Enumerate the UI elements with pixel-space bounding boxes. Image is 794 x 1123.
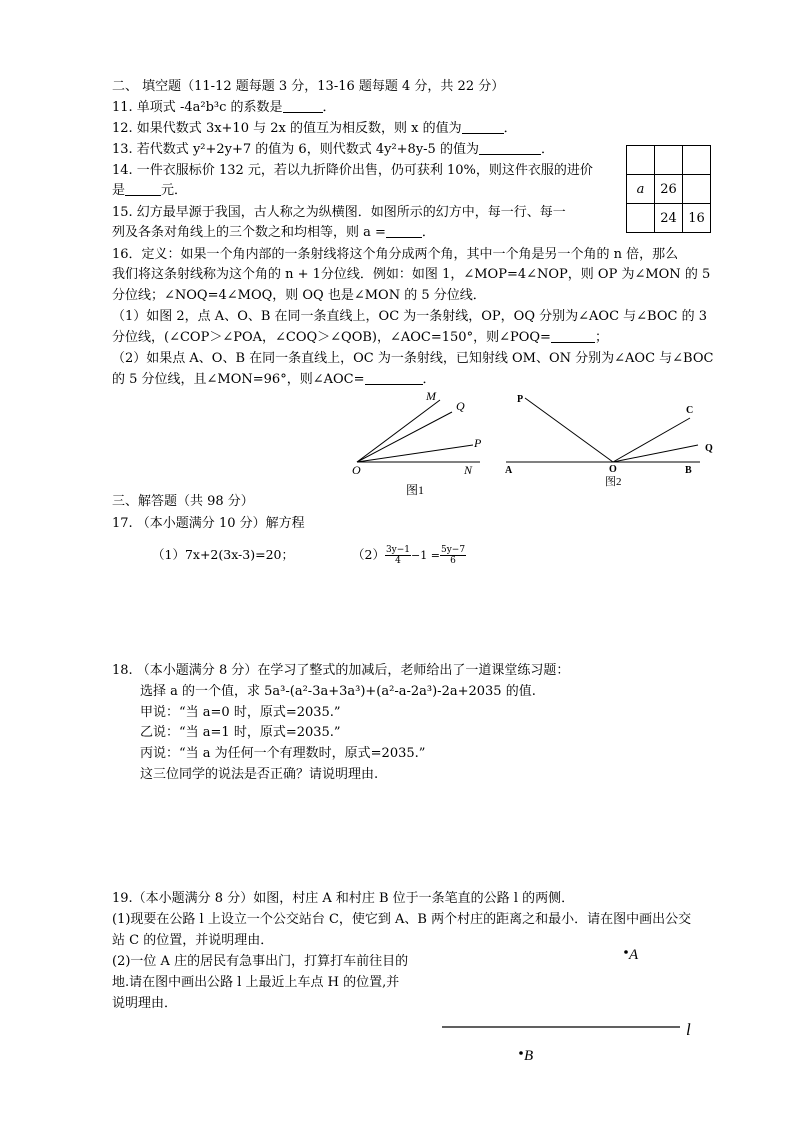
question-17: 17. （本小题满分 10 分）解方程 — [112, 516, 305, 531]
question-16-1-line1: （1）如图 2，点 A、O、B 在同一条直线上，OC 为一条射线，OP，OQ 分别为∠AOC 与∠BOC 的 3 — [112, 309, 707, 324]
label-o: O — [609, 464, 617, 475]
figure-2-caption: 图2 — [605, 476, 622, 488]
label-a: A — [629, 947, 639, 963]
question-17-2 — [352, 542, 466, 569]
question-19-2-line2: 地.请在图中画出公路 l 上最近上车点 H 的位置,并 — [112, 975, 400, 990]
fraction-numerator: 3y−1 — [385, 545, 411, 555]
section3-heading: 三、解答题（共 98 分） — [112, 494, 254, 509]
label-p: P — [474, 436, 482, 450]
figure-1-caption: 图1 — [406, 483, 425, 497]
ray-op — [357, 445, 473, 462]
point-a — [624, 950, 628, 954]
fraction-denominator: 6 — [450, 556, 456, 566]
question-13 — [112, 141, 554, 159]
magic-square-row — [627, 175, 711, 204]
answer-blank-13[interactable] — [479, 141, 541, 155]
answer-blank-16-1[interactable] — [551, 329, 595, 343]
question-12 — [112, 120, 517, 138]
magic-square-row — [627, 146, 711, 175]
question-16-line3: 分位线；∠NOQ=4∠MOQ，则 OQ 也是∠MON 的 5 分位线． — [112, 288, 486, 303]
question-19-1-line1: (1)现要在公路 l 上设立一个公交站台 C，使它到 A、B 两个村庄的距离之和最小．请在图中画出公交 — [112, 912, 692, 927]
q14-text: 是 — [112, 183, 126, 198]
question-16-2-line1: （2）如果点 A、O、B 在同一条直线上，OC 为一条射线，已知射线 OM、ON 分别为∠AOC 与∠BOC — [112, 351, 714, 366]
q17-2-prefix: （2） — [352, 547, 385, 562]
q17-2-mid: −1 = — [411, 549, 440, 562]
ray-oq — [613, 445, 698, 462]
q16-2-text: 的 5 分位线，且∠MON=96°，则∠AOC= — [112, 372, 365, 387]
q16-2-end: ． — [422, 372, 436, 387]
question-15-line1: 15. 幻方最早源于我国，古人称之为纵横图．如图所示的幻方中，每一行、每一 — [112, 205, 566, 220]
q11-text: 11. 单项式 -4a²b³c 的系数是 — [112, 100, 283, 115]
ray-om — [357, 400, 440, 462]
magic-cell — [655, 146, 683, 175]
q15-end: ． — [421, 225, 435, 240]
q12-end: ． — [503, 121, 517, 136]
fraction-numerator: 5y−7 — [440, 545, 466, 555]
answer-blank-12[interactable] — [462, 120, 504, 134]
question-14-line2 — [112, 182, 187, 200]
q13-text: 13. 若代数式 y²+2y+7 的值为 6，则代数式 4y²+8y-5 的值为 — [112, 142, 479, 157]
question-18: 18. （本小题满分 8 分）在学习了整式的加减后，老师给出了一道课堂练习题： — [112, 663, 570, 678]
figure-2 — [500, 390, 725, 490]
magic-square — [626, 145, 711, 233]
point-b — [519, 1051, 523, 1055]
label-b: B — [685, 465, 692, 476]
fraction-denominator: 4 — [395, 556, 401, 566]
answer-blank-14[interactable] — [125, 182, 161, 196]
fraction-right — [440, 545, 466, 566]
question-11 — [112, 99, 336, 117]
question-18-line1: 选择 a 的一个值，求 5a³-(a²-3a+3a³)+(a²-a-2a³)-2a+2035 的值. — [140, 684, 536, 699]
magic-square-row — [627, 204, 711, 233]
q15-text: 列及各条对角线上的三个数之和均相等，则 a = — [112, 225, 386, 240]
magic-cell — [627, 146, 655, 175]
label-c: C — [686, 405, 694, 416]
question-16-line2: 我们将这条射线称为这个角的 n + 1分位线．例如：如图 1，∠MOP=4∠NOP，则 OP 为∠MON 的 5 — [112, 267, 711, 282]
label-p: P — [517, 394, 524, 405]
ray-oc — [613, 418, 690, 462]
question-18-line2: 甲说：“当 a=0 时，原式=2035.” — [140, 705, 341, 720]
magic-cell — [683, 146, 711, 175]
question-19-2-line1: (2)一位 A 庄的居民有急事出门，打算打车前往目的 — [112, 954, 409, 969]
label-b: B — [524, 1048, 534, 1064]
q14-end: 元． — [161, 183, 188, 198]
question-19: 19.（本小题满分 8 分）如图，村庄 A 和村庄 B 位于一条笔直的公路 l 的两侧． — [112, 891, 575, 906]
ray-op — [525, 398, 613, 462]
label-a: A — [505, 465, 513, 476]
label-q: Q — [456, 399, 465, 413]
magic-cell: 16 — [683, 204, 711, 233]
label-m: M — [426, 389, 436, 403]
q13-end: ． — [540, 142, 554, 157]
q11-end: ． — [322, 100, 336, 115]
magic-cell — [627, 204, 655, 233]
figure-1 — [340, 385, 490, 497]
question-14-line1: 14. 一件衣服标价 132 元，若以九折降价出售，仍可获利 10%，则这件衣服的进价 — [112, 163, 593, 178]
label-n: N — [464, 463, 473, 477]
label-q: Q — [705, 443, 713, 454]
q16-1-end: ； — [594, 330, 608, 345]
magic-cell: 24 — [655, 204, 683, 233]
answer-blank-16-2[interactable] — [365, 371, 423, 385]
q12-text: 12. 如果代数式 3x+10 与 2x 的值互为相反数，则 x 的值为 — [112, 121, 462, 136]
fraction-left — [385, 545, 411, 566]
magic-cell: a — [627, 175, 655, 204]
question-16-1-line2 — [112, 329, 608, 347]
question-18-line4: 丙说：“当 a 为任何一个有理数时，原式=2035.” — [140, 746, 426, 761]
q16-1-text: 分位线，(∠COP＞∠POA，∠COQ＞∠QOB)，∠AOC=150°，则∠POQ= — [112, 330, 551, 345]
question-19-2-line3: 说明理由． — [112, 996, 178, 1011]
ray-oq — [357, 412, 452, 462]
answer-blank-15[interactable] — [386, 224, 422, 238]
question-16-line1: 16．定义：如果一个角内部的一条射线将这个角分成两个角，其中一个角是另一个角的 n 倍，那么 — [112, 247, 679, 262]
question-17-1: （1）7x+2(3x-3)=20； — [152, 547, 294, 562]
section2-heading: 二、 填空题（11-12 题每题 3 分，13-16 题每题 4 分，共 22 分） — [112, 79, 505, 94]
label-l: l — [686, 1020, 691, 1039]
question-18-line5: 这三位同学的说法是否正确？请说明理由. — [140, 767, 379, 782]
label-o: O — [352, 463, 361, 477]
question-18-line3: 乙说：“当 a=1 时，原式=2035.” — [140, 725, 341, 740]
question-19-1-line2: 站 C 的位置，并说明理由． — [112, 933, 274, 948]
magic-cell: 26 — [655, 175, 683, 204]
figure-3 — [430, 935, 710, 1075]
question-15-line2 — [112, 224, 435, 242]
magic-cell — [683, 175, 711, 204]
answer-blank-11[interactable] — [283, 99, 323, 113]
